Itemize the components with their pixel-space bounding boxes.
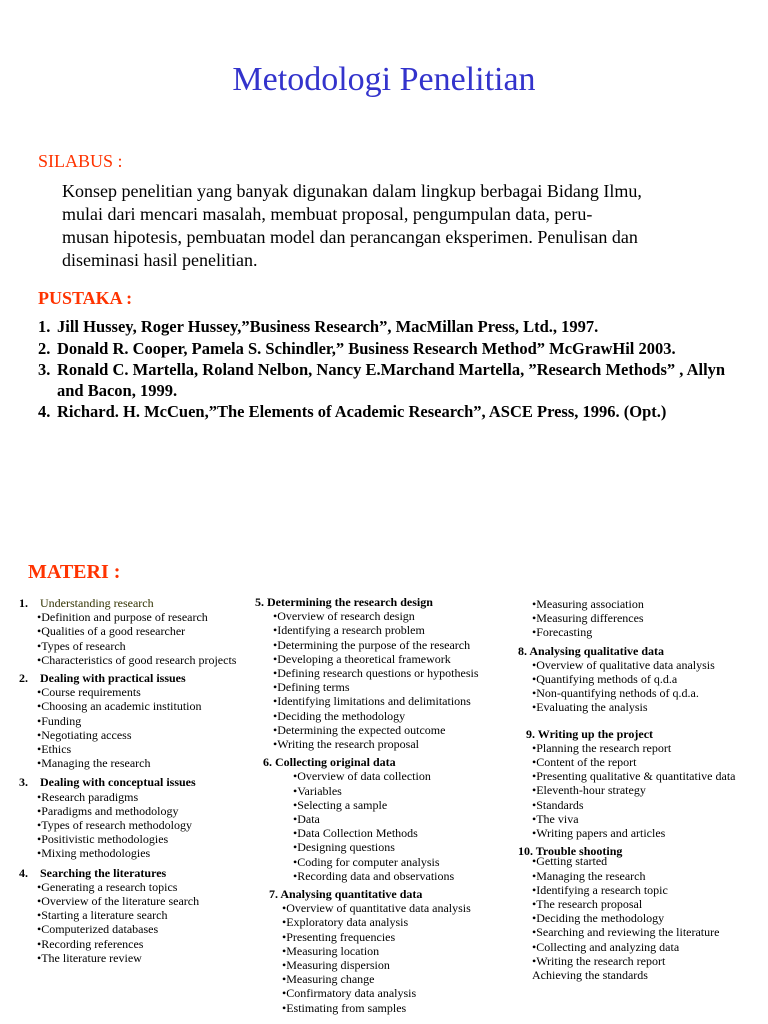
silabus-label: SILABUS : — [38, 151, 123, 171]
materi-section — [255, 887, 505, 1015]
silabus-text: Konsep penelitian yang banyak digunakan dalam lingkup berbagai Bidang Ilmu, mulai dari mencari masalah, membuat proposal, pengumpulan data, peru- musan hipotesis, pembuatan model dan perancangan eksperimen. Penulisan dan diseminasi hasil penelitian. — [62, 181, 642, 270]
section-title — [19, 866, 244, 880]
list-item: •Getting started — [532, 854, 608, 869]
list-item: •Managing the research — [532, 868, 646, 883]
reference-text: Ronald C. Martella, Roland Nelbon, Nancy E.Marchand Martella, ”Research Methods” , Allyn and Bacon, 1999. — [57, 360, 726, 400]
page-title: Metodologi Penelitian — [232, 61, 536, 98]
section-number: 3. — [19, 775, 28, 790]
reference-number: 3. — [38, 360, 51, 379]
list-item: •Types of research — [37, 638, 126, 653]
section-number: 6. — [263, 755, 272, 770]
list-item: •Collecting and analyzing data — [532, 939, 680, 954]
section-title-text: Analysing qualitative data — [529, 643, 665, 658]
list-item: •Measuring change — [282, 972, 375, 987]
materi-column-1 — [19, 596, 244, 969]
list-item: •Quantifying methods of q.d.a — [532, 672, 678, 687]
list-item: •Overview of research design — [273, 609, 415, 624]
list-item: •Identifying limitations and delimitations — [273, 694, 471, 709]
reference-list — [38, 317, 738, 424]
list-item: •Estimating from samples — [282, 1000, 407, 1015]
list-item: •Identifying a research topic — [532, 882, 668, 897]
materi-section — [19, 596, 244, 667]
list-item: •Course requirements — [37, 685, 141, 700]
section-title — [19, 671, 244, 685]
list-item: •Forecasting — [532, 625, 593, 640]
section-number: 1. — [19, 596, 28, 610]
list-item: •Choosing an academic institution — [37, 699, 202, 714]
list-item: •Searching and reviewing the literature — [532, 925, 720, 940]
materi-section — [19, 866, 244, 965]
list-item: •Selecting a sample — [293, 797, 388, 812]
list-item: •Developing a theoretical framework — [273, 651, 451, 666]
section-title — [512, 727, 762, 741]
list-item: Achieving the standards — [532, 968, 648, 983]
materi-section — [19, 775, 244, 860]
list-item: •The literature review — [37, 950, 142, 965]
reference-number: 1. — [38, 317, 51, 336]
materi-section — [19, 671, 244, 770]
section-number: 5. — [255, 595, 264, 609]
reference-item — [38, 402, 738, 423]
section-title-text: Writing up the project — [537, 726, 654, 741]
list-item: •Identifying a research problem — [273, 623, 425, 638]
list-item: •Overview of quantitative data analysis — [282, 901, 471, 916]
list-item: •Types of research methodology — [37, 818, 192, 833]
list-item: •Overview of qualitative data analysis — [532, 657, 715, 672]
list-item: •Overview of the literature search — [37, 894, 200, 909]
section-title-text: Dealing with practical issues — [40, 671, 186, 686]
reference-text: Richard. H. McCuen,”The Elements of Academic Research”, ASCE Press, 1996. (Opt.) — [57, 402, 667, 421]
section-number: 7. — [269, 887, 278, 902]
list-item: •Planning the research report — [532, 740, 672, 755]
list-item: •Writing the research proposal — [273, 737, 419, 752]
section-title-text: Analysing quantitative data — [280, 887, 423, 902]
materi-section — [512, 644, 762, 715]
section-title — [512, 644, 762, 658]
list-item: •Negotiating access — [37, 727, 132, 742]
list-item: •Measuring location — [282, 943, 380, 958]
section-title-text: Searching the literatures — [40, 865, 167, 880]
list-item: •Writing papers and articles — [532, 826, 666, 841]
section-title — [19, 775, 244, 789]
list-item: •Funding — [37, 713, 82, 728]
section-number: 10. — [518, 844, 533, 859]
materi-column-3 — [512, 597, 762, 986]
list-item: •Defining terms — [273, 680, 350, 695]
section-title — [255, 595, 505, 609]
list-item: •Managing the research — [37, 756, 151, 771]
list-item: •Computerized databases — [37, 922, 159, 937]
list-item: •Deciding the methodology — [273, 708, 406, 723]
list-item: •Recording references — [37, 936, 144, 951]
list-item: •Measuring association — [532, 597, 644, 611]
section-title — [255, 887, 505, 901]
list-item: •Qualities of a good researcher — [37, 624, 186, 639]
pustaka-label: PUSTAKA : — [38, 288, 133, 308]
list-item: •Deciding the methodology — [532, 911, 665, 926]
list-item: •Measuring differences — [532, 611, 644, 626]
materi-section — [512, 844, 762, 982]
list-item: •Confirmatory data analysis — [282, 986, 417, 1001]
list-item: •The viva — [532, 811, 579, 826]
list-item: •Ethics — [37, 742, 72, 757]
list-item: •Coding for computer analysis — [293, 854, 440, 869]
reference-item — [38, 339, 738, 360]
list-item: •Presenting qualitative & quantitative data — [532, 769, 736, 784]
list-item: •Standards — [532, 797, 584, 812]
list-item: •Exploratory data analysis — [282, 915, 409, 930]
list-item: •Measuring dispersion — [282, 958, 390, 973]
list-item: •Evaluating the analysis — [532, 700, 648, 715]
section-title-text: Understanding research — [40, 596, 154, 610]
section-title-text: Collecting original data — [275, 755, 396, 770]
list-item: •Definition and purpose of research — [37, 610, 208, 625]
section-title-text: Determining the research design — [267, 595, 433, 609]
list-item: •Data — [293, 812, 320, 827]
list-item: •Characteristics of good research projects — [37, 652, 237, 667]
list-item: •Presenting frequencies — [282, 929, 396, 944]
materi-section — [512, 727, 762, 841]
list-item: •Variables — [293, 783, 342, 798]
list-item: •Generating a research topics — [37, 879, 178, 894]
materi-label: MATERI : — [28, 561, 121, 583]
list-item: •Designing questions — [293, 840, 395, 855]
list-item: •Recording data and observations — [293, 868, 455, 883]
materi-section — [255, 755, 505, 883]
section-number: 9. — [526, 726, 535, 741]
section-title-text: Dealing with conceptual issues — [40, 775, 196, 790]
list-item: •Eleventh-hour strategy — [532, 783, 646, 798]
list-item: •Data Collection Methods — [293, 826, 418, 841]
list-item: •Determining the expected outcome — [273, 722, 446, 737]
reference-item — [38, 317, 738, 338]
list-item: •Non-quantifying nethods of q.d.a. — [532, 686, 699, 701]
list-item: •Determining the purpose of the research — [273, 637, 471, 652]
reference-number: 2. — [38, 338, 51, 358]
materi-column-2 — [255, 595, 505, 1019]
materi-section — [255, 595, 505, 751]
list-item: •Content of the report — [532, 755, 637, 770]
list-item: •Defining research questions or hypothesis — [273, 666, 479, 681]
section-title — [19, 596, 244, 610]
section-number: 8. — [518, 643, 527, 658]
list-item: •The research proposal — [532, 897, 643, 912]
section-title-text: Trouble shooting — [535, 844, 623, 859]
materi-section — [512, 597, 762, 640]
list-item: •Starting a literature search — [37, 908, 168, 923]
reference-text: Jill Hussey, Roger Hussey,”Business Research”, MacMillan Press, Ltd., 1997. — [57, 317, 599, 336]
section-number: 2. — [19, 671, 28, 686]
section-title — [255, 755, 505, 769]
list-item: •Writing the research report — [532, 953, 666, 968]
list-item: •Overview of data collection — [293, 769, 431, 784]
list-item: •Positivistic methodologies — [37, 832, 169, 847]
section-number: 4. — [19, 865, 28, 880]
reference-item — [38, 360, 738, 401]
reference-text: Donald R. Cooper, Pamela S. Schindler,” Business Research Method” McGrawHil 2003. — [57, 338, 676, 358]
list-item: •Mixing methodologies — [37, 846, 151, 861]
list-item: •Paradigms and methodology — [37, 803, 179, 818]
reference-number: 4. — [38, 402, 51, 421]
list-item: •Research paradigms — [37, 789, 139, 804]
